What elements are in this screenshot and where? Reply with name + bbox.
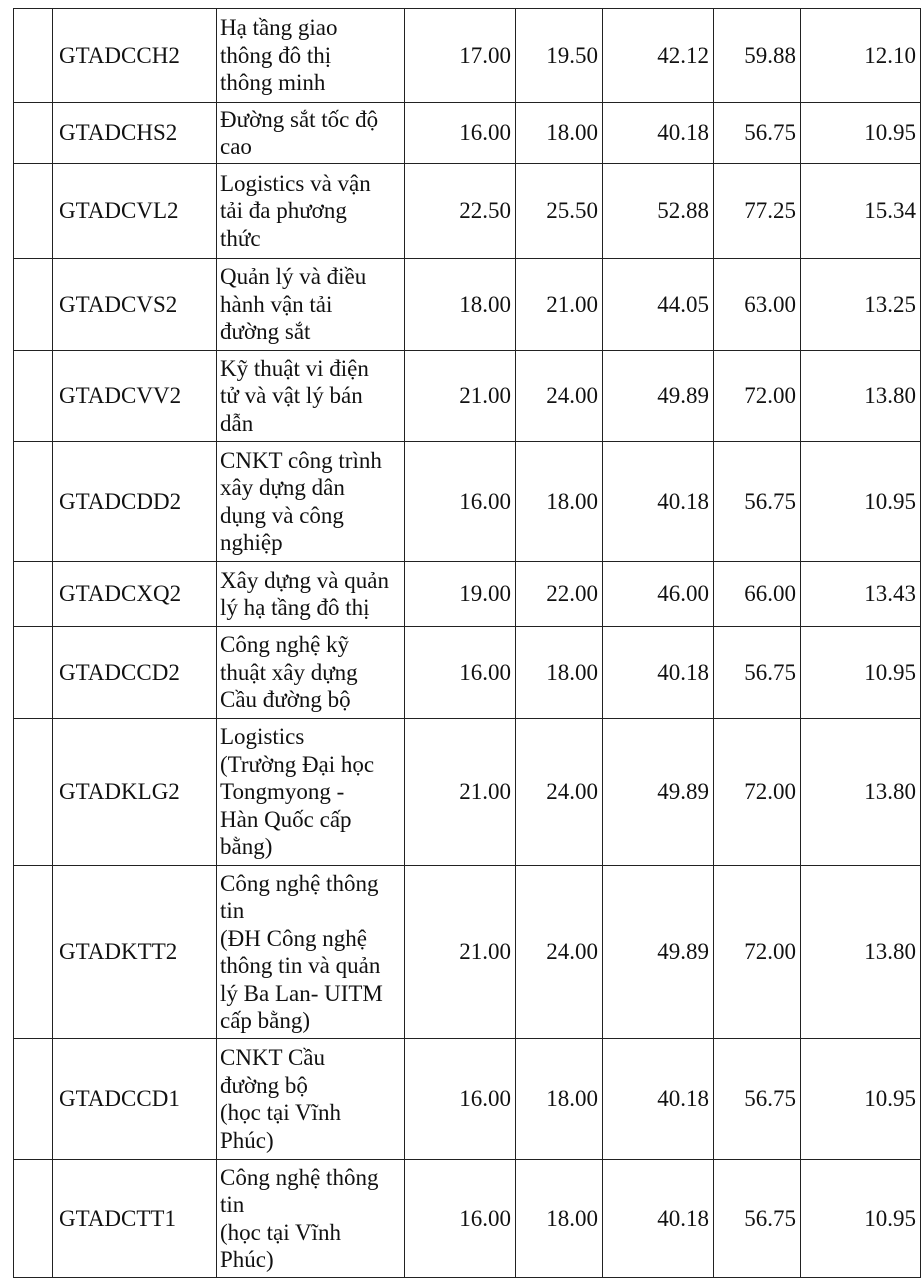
score-cell-2: 18.00 [516,442,603,562]
score-cell-5: 13.43 [801,562,921,627]
table-row [14,562,921,627]
stt-cell [14,442,53,562]
score-cell-1: 22.50 [405,164,516,259]
score-cell-3: 44.05 [603,259,714,351]
score-cell-4: 56.75 [714,1160,801,1278]
score-cell-5: 10.95 [801,627,921,719]
score-cell-2: 25.50 [516,164,603,259]
score-cell-2: 24.00 [516,719,603,866]
program-name-cell [217,1039,405,1160]
score-cell-1: 19.00 [405,562,516,627]
stt-cell [14,1160,53,1278]
stt-cell [14,627,53,719]
program-code-cell: GTADKTT2 [53,866,217,1039]
stt-cell [14,164,53,259]
score-cell-1: 21.00 [405,719,516,866]
program-name-cell [217,627,405,719]
score-cell-1: 16.00 [405,627,516,719]
program-name-text: Logistics (Trường Đại học Tongmyong - Hàn Quốc cấp bằng) [220,724,375,860]
score-cell-1: 16.00 [405,1039,516,1160]
score-cell-1: 21.00 [405,866,516,1039]
table-row [14,351,921,442]
score-cell-4: 56.75 [714,442,801,562]
program-name-cell [217,351,405,442]
score-cell-4: 56.75 [714,1039,801,1160]
program-code-cell: GTADCVV2 [53,351,217,442]
score-cell-5: 10.95 [801,103,921,164]
program-name-cell [217,259,405,351]
score-cell-3: 52.88 [603,164,714,259]
score-cell-3: 49.89 [603,351,714,442]
score-cell-2: 18.00 [516,627,603,719]
program-name-text: Kỹ thuật vi điện tử và vật lý bán dẫn [220,355,369,436]
table-row [14,442,921,562]
score-cell-2: 18.00 [516,1160,603,1278]
score-cell-1: 17.00 [405,9,516,103]
program-code-cell: GTADCTT1 [53,1160,217,1278]
score-cell-3: 46.00 [603,562,714,627]
stt-cell [14,259,53,351]
score-cell-1: 16.00 [405,1160,516,1278]
program-code-cell: GTADCHS2 [53,103,217,164]
program-name-text: Quản lý và điều hành vận tải đường sắt [220,264,367,345]
score-cell-4: 77.25 [714,164,801,259]
admission-score-table [13,8,921,1278]
program-name-text: Xây dựng và quản lý hạ tầng đô thị [220,567,389,620]
table-row [14,103,921,164]
table-row [14,1039,921,1160]
score-cell-5: 15.34 [801,164,921,259]
score-cell-2: 18.00 [516,1039,603,1160]
score-cell-4: 66.00 [714,562,801,627]
score-cell-3: 49.89 [603,719,714,866]
score-cell-5: 10.95 [801,1160,921,1278]
program-name-cell [217,562,405,627]
program-name-text: CNKT Cầu đường bộ (học tại Vĩnh Phúc) [220,1045,341,1153]
table-row [14,259,921,351]
program-code-cell: GTADCVL2 [53,164,217,259]
stt-cell [14,562,53,627]
score-cell-5: 12.10 [801,9,921,103]
program-code-cell: GTADCCD1 [53,1039,217,1160]
program-name-text: Đường sắt tốc độ cao [220,106,379,159]
table-row [14,1160,921,1278]
score-cell-1: 16.00 [405,103,516,164]
program-name-cell [217,1160,405,1278]
score-cell-4: 72.00 [714,351,801,442]
score-cell-3: 40.18 [603,1039,714,1160]
score-cell-5: 10.95 [801,1039,921,1160]
table-body [14,9,921,1278]
score-cell-2: 24.00 [516,866,603,1039]
score-cell-4: 63.00 [714,259,801,351]
score-cell-4: 59.88 [714,9,801,103]
table-row [14,627,921,719]
score-cell-1: 18.00 [405,259,516,351]
program-code-cell: GTADCCH2 [53,9,217,103]
program-code-cell: GTADCCD2 [53,627,217,719]
program-name-text: Hạ tầng giao thông đô thị thông minh [220,15,338,96]
score-cell-5: 13.80 [801,719,921,866]
score-cell-3: 40.18 [603,1160,714,1278]
score-cell-2: 21.00 [516,259,603,351]
program-code-cell: GTADCXQ2 [53,562,217,627]
stt-cell [14,719,53,866]
table-row [14,9,921,103]
score-cell-5: 10.95 [801,442,921,562]
stt-cell [14,1039,53,1160]
score-cell-2: 22.00 [516,562,603,627]
score-cell-4: 72.00 [714,719,801,866]
program-name-cell [217,866,405,1039]
program-name-cell [217,442,405,562]
program-name-cell [217,103,405,164]
score-cell-3: 42.12 [603,9,714,103]
program-name-cell [217,719,405,866]
score-cell-5: 13.80 [801,866,921,1039]
program-name-text: CNKT công trình xây dựng dân dụng và công nghiệp [220,447,382,555]
score-cell-1: 16.00 [405,442,516,562]
score-cell-3: 40.18 [603,103,714,164]
program-code-cell: GTADCDD2 [53,442,217,562]
score-cell-3: 49.89 [603,866,714,1039]
score-cell-4: 56.75 [714,103,801,164]
stt-cell [14,351,53,442]
score-cell-5: 13.25 [801,259,921,351]
score-cell-4: 72.00 [714,866,801,1039]
program-name-text: Công nghệ kỹ thuật xây dựng Cầu đường bộ [220,632,358,713]
program-code-cell: GTADCVS2 [53,259,217,351]
score-cell-3: 40.18 [603,627,714,719]
score-cell-2: 24.00 [516,351,603,442]
table-row [14,164,921,259]
program-name-text: Logistics và vận tải đa phương thức [220,170,371,251]
score-cell-5: 13.80 [801,351,921,442]
program-name-text: Công nghệ thông tin (học tại Vĩnh Phúc) [220,1164,379,1272]
stt-cell [14,866,53,1039]
program-name-text: Công nghệ thông tin (ĐH Công nghệ thông tin và quản lý Ba Lan- UITM cấp bằng) [220,870,383,1033]
score-cell-1: 21.00 [405,351,516,442]
program-code-cell: GTADKLG2 [53,719,217,866]
score-cell-2: 19.50 [516,9,603,103]
score-cell-2: 18.00 [516,103,603,164]
program-name-cell [217,9,405,103]
stt-cell [14,103,53,164]
score-cell-3: 40.18 [603,442,714,562]
stt-cell [14,9,53,103]
table-row [14,719,921,866]
score-cell-4: 56.75 [714,627,801,719]
program-name-cell [217,164,405,259]
table-row [14,866,921,1039]
